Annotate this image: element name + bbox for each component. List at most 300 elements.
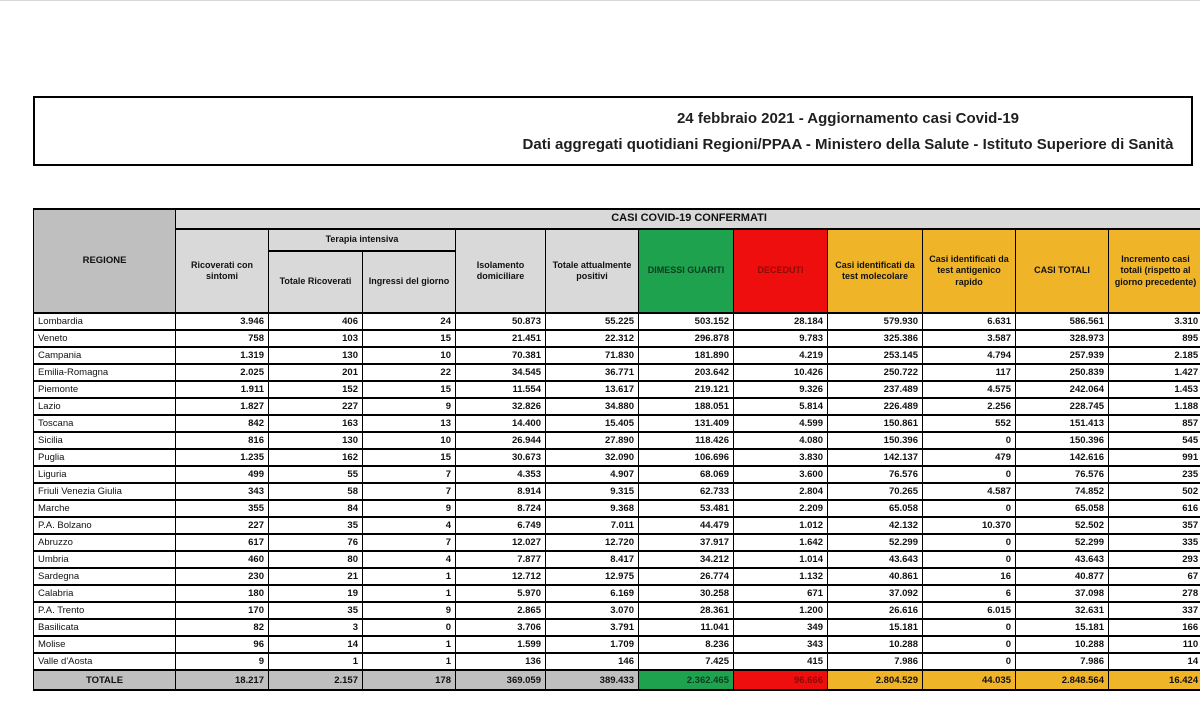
value-cell: 84 <box>269 500 363 517</box>
value-cell: 80 <box>269 551 363 568</box>
region-name-cell: Lombardia <box>34 313 176 330</box>
table-row <box>34 381 1200 398</box>
column-header-casi-totali: CASI TOTALI <box>1016 229 1109 313</box>
value-cell: 10.288 <box>1016 636 1109 653</box>
value-cell: 178 <box>363 670 456 690</box>
value-cell: 343 <box>176 483 269 500</box>
value-cell: 1.132 <box>734 568 828 585</box>
value-cell: 28.184 <box>734 313 828 330</box>
value-cell: 3.946 <box>176 313 269 330</box>
value-cell: 816 <box>176 432 269 449</box>
table-row <box>34 534 1200 551</box>
value-cell: 579.930 <box>828 313 923 330</box>
value-cell: 142.616 <box>1016 449 1109 466</box>
value-cell: 37.917 <box>639 534 734 551</box>
value-cell: 0 <box>923 432 1016 449</box>
value-cell: 44.035 <box>923 670 1016 690</box>
table-row <box>34 415 1200 432</box>
value-cell: 19 <box>269 585 363 602</box>
value-cell: 201 <box>269 364 363 381</box>
value-cell: 10.288 <box>828 636 923 653</box>
value-cell: 71.830 <box>546 347 639 364</box>
value-cell: 4.794 <box>923 347 1016 364</box>
value-cell: 2.848.564 <box>1016 670 1109 690</box>
value-cell: 180 <box>176 585 269 602</box>
value-cell: 76 <box>269 534 363 551</box>
value-cell: 150.861 <box>828 415 923 432</box>
table-row <box>34 568 1200 585</box>
value-cell: 219.121 <box>639 381 734 398</box>
value-cell: 895 <box>1109 330 1200 347</box>
value-cell: 250.722 <box>828 364 923 381</box>
value-cell: 65.058 <box>1016 500 1109 517</box>
value-cell: 0 <box>923 500 1016 517</box>
value-cell: 4 <box>363 517 456 534</box>
value-cell: 130 <box>269 432 363 449</box>
value-cell: 7 <box>363 534 456 551</box>
table-row <box>34 347 1200 364</box>
value-cell: 96 <box>176 636 269 653</box>
value-cell: 28.361 <box>639 602 734 619</box>
value-cell: 110 <box>1109 636 1200 653</box>
value-cell: 1.453 <box>1109 381 1200 398</box>
value-cell: 228.745 <box>1016 398 1109 415</box>
value-cell: 16 <box>923 568 1016 585</box>
value-cell: 103 <box>269 330 363 347</box>
table-row <box>34 449 1200 466</box>
value-cell: 991 <box>1109 449 1200 466</box>
value-cell: 146 <box>546 653 639 670</box>
value-cell: 35 <box>269 602 363 619</box>
column-header-dimessi-guariti: DIMESSI GUARITI <box>639 229 734 313</box>
value-cell: 1.827 <box>176 398 269 415</box>
value-cell: 53.481 <box>639 500 734 517</box>
value-cell: 170 <box>176 602 269 619</box>
table-row <box>34 551 1200 568</box>
value-cell: 11.554 <box>456 381 546 398</box>
value-cell: 10 <box>363 432 456 449</box>
column-header-isolamento: Isolamento domiciliare <box>456 229 546 313</box>
value-cell: 15 <box>363 449 456 466</box>
value-cell: 4.219 <box>734 347 828 364</box>
value-cell: 14.400 <box>456 415 546 432</box>
value-cell: 1.599 <box>456 636 546 653</box>
value-cell: 3.706 <box>456 619 546 636</box>
value-cell: 26.774 <box>639 568 734 585</box>
value-cell: 1 <box>363 585 456 602</box>
column-header-terapia-intensiva: Terapia intensiva <box>269 229 456 251</box>
value-cell: 8.724 <box>456 500 546 517</box>
value-cell: 842 <box>176 415 269 432</box>
value-cell: 499 <box>176 466 269 483</box>
region-name-cell: Valle d'Aosta <box>34 653 176 670</box>
value-cell: 479 <box>923 449 1016 466</box>
value-cell: 389.433 <box>546 670 639 690</box>
value-cell: 3.600 <box>734 466 828 483</box>
value-cell: 131.409 <box>639 415 734 432</box>
value-cell: 9.326 <box>734 381 828 398</box>
value-cell: 2.362.465 <box>639 670 734 690</box>
value-cell: 70.265 <box>828 483 923 500</box>
value-cell: 1 <box>363 653 456 670</box>
value-cell: 15.181 <box>828 619 923 636</box>
region-name-cell: Friuli Venezia Giulia <box>34 483 176 500</box>
value-cell: 257.939 <box>1016 347 1109 364</box>
table-row <box>34 517 1200 534</box>
value-cell: 503.152 <box>639 313 734 330</box>
value-cell: 6.631 <box>923 313 1016 330</box>
value-cell: 671 <box>734 585 828 602</box>
value-cell: 22 <box>363 364 456 381</box>
value-cell: 237.489 <box>828 381 923 398</box>
value-cell: 293 <box>1109 551 1200 568</box>
value-cell: 1.188 <box>1109 398 1200 415</box>
value-cell: 151.413 <box>1016 415 1109 432</box>
value-cell: 1.014 <box>734 551 828 568</box>
value-cell: 226.489 <box>828 398 923 415</box>
value-cell: 7.011 <box>546 517 639 534</box>
value-cell: 76.576 <box>828 466 923 483</box>
value-cell: 58 <box>269 483 363 500</box>
value-cell: 74.852 <box>1016 483 1109 500</box>
value-cell: 65.058 <box>828 500 923 517</box>
value-cell: 4 <box>363 551 456 568</box>
value-cell: 6 <box>923 585 1016 602</box>
value-cell: 502 <box>1109 483 1200 500</box>
value-cell: 857 <box>1109 415 1200 432</box>
value-cell: 7.877 <box>456 551 546 568</box>
table-row <box>34 313 1200 330</box>
table-row <box>34 330 1200 347</box>
region-name-cell: P.A. Trento <box>34 602 176 619</box>
value-cell: 50.873 <box>456 313 546 330</box>
value-cell: 136 <box>456 653 546 670</box>
value-cell: 34.545 <box>456 364 546 381</box>
value-cell: 2.804 <box>734 483 828 500</box>
value-cell: 12.975 <box>546 568 639 585</box>
table-row <box>34 398 1200 415</box>
value-cell: 27.890 <box>546 432 639 449</box>
column-header-ricoverati: Ricoverati con sintomi <box>176 229 269 313</box>
value-cell: 3.587 <box>923 330 1016 347</box>
value-cell: 349 <box>734 619 828 636</box>
value-cell: 227 <box>269 398 363 415</box>
value-cell: 1.709 <box>546 636 639 653</box>
column-header-test-molecolare: Casi identificati da test molecolare <box>828 229 923 313</box>
value-cell: 415 <box>734 653 828 670</box>
region-name-cell: Campania <box>34 347 176 364</box>
table-row <box>34 585 1200 602</box>
column-header-attualmente-positivi: Totale attualmente positivi <box>546 229 639 313</box>
region-name-cell: Veneto <box>34 330 176 347</box>
value-cell: 253.145 <box>828 347 923 364</box>
value-cell: 296.878 <box>639 330 734 347</box>
value-cell: 15.181 <box>1016 619 1109 636</box>
value-cell: 40.861 <box>828 568 923 585</box>
value-cell: 181.890 <box>639 347 734 364</box>
value-cell: 14 <box>269 636 363 653</box>
region-name-cell: Sardegna <box>34 568 176 585</box>
value-cell: 142.137 <box>828 449 923 466</box>
value-cell: 586.561 <box>1016 313 1109 330</box>
value-cell: 0 <box>923 466 1016 483</box>
region-name-cell: Lazio <box>34 398 176 415</box>
value-cell: 278 <box>1109 585 1200 602</box>
region-name-cell: P.A. Bolzano <box>34 517 176 534</box>
value-cell: 328.973 <box>1016 330 1109 347</box>
value-cell: 82 <box>176 619 269 636</box>
value-cell: 130 <box>269 347 363 364</box>
value-cell: 43.643 <box>828 551 923 568</box>
value-cell: 37.098 <box>1016 585 1109 602</box>
column-header-ti-totale: Totale Ricoverati <box>269 251 363 313</box>
table-row <box>34 364 1200 381</box>
value-cell: 3.830 <box>734 449 828 466</box>
value-cell: 4.575 <box>923 381 1016 398</box>
value-cell: 0 <box>923 551 1016 568</box>
value-cell: 6.169 <box>546 585 639 602</box>
value-cell: 5.970 <box>456 585 546 602</box>
covid-data-table <box>33 208 1200 691</box>
value-cell: 335 <box>1109 534 1200 551</box>
value-cell: 9 <box>363 500 456 517</box>
region-name-cell: Abruzzo <box>34 534 176 551</box>
value-cell: 43.643 <box>1016 551 1109 568</box>
value-cell: 552 <box>923 415 1016 432</box>
value-cell: 14 <box>1109 653 1200 670</box>
value-cell: 163 <box>269 415 363 432</box>
value-cell: 34.880 <box>546 398 639 415</box>
value-cell: 2.185 <box>1109 347 1200 364</box>
value-cell: 235 <box>1109 466 1200 483</box>
value-cell: 22.312 <box>546 330 639 347</box>
value-cell: 1 <box>363 568 456 585</box>
value-cell: 2.804.529 <box>828 670 923 690</box>
value-cell: 32.631 <box>1016 602 1109 619</box>
table-row <box>34 466 1200 483</box>
column-header-incremento: Incremento casi totali (rispetto al giorno precedente) <box>1109 229 1200 313</box>
region-name-cell: Molise <box>34 636 176 653</box>
bulletin-subtitle: Dati aggregati quotidiani Regioni/PPAA - Ministero della Salute - Istituto Superiore di Sanità <box>522 135 1174 153</box>
value-cell: 2.157 <box>269 670 363 690</box>
totale-row <box>34 670 1200 690</box>
value-cell: 18.217 <box>176 670 269 690</box>
value-cell: 406 <box>269 313 363 330</box>
table-row <box>34 500 1200 517</box>
value-cell: 10.426 <box>734 364 828 381</box>
value-cell: 227 <box>176 517 269 534</box>
value-cell: 337 <box>1109 602 1200 619</box>
value-cell: 1.235 <box>176 449 269 466</box>
value-cell: 16.424 <box>1109 670 1200 690</box>
value-cell: 32.826 <box>456 398 546 415</box>
value-cell: 76.576 <box>1016 466 1109 483</box>
value-cell: 4.080 <box>734 432 828 449</box>
value-cell: 617 <box>176 534 269 551</box>
value-cell: 1.911 <box>176 381 269 398</box>
region-name-cell: TOTALE <box>34 670 176 690</box>
value-cell: 325.386 <box>828 330 923 347</box>
value-cell: 2.025 <box>176 364 269 381</box>
value-cell: 70.381 <box>456 347 546 364</box>
value-cell: 460 <box>176 551 269 568</box>
value-cell: 2.865 <box>456 602 546 619</box>
value-cell: 44.479 <box>639 517 734 534</box>
value-cell: 11.041 <box>639 619 734 636</box>
value-cell: 616 <box>1109 500 1200 517</box>
value-cell: 52.299 <box>1016 534 1109 551</box>
value-cell: 12.712 <box>456 568 546 585</box>
value-cell: 68.069 <box>639 466 734 483</box>
value-cell: 96.666 <box>734 670 828 690</box>
value-cell: 21.451 <box>456 330 546 347</box>
value-cell: 369.059 <box>456 670 546 690</box>
value-cell: 67 <box>1109 568 1200 585</box>
value-cell: 166 <box>1109 619 1200 636</box>
value-cell: 0 <box>923 636 1016 653</box>
value-cell: 4.907 <box>546 466 639 483</box>
value-cell: 3.791 <box>546 619 639 636</box>
value-cell: 242.064 <box>1016 381 1109 398</box>
region-name-cell: Emilia-Romagna <box>34 364 176 381</box>
value-cell: 26.944 <box>456 432 546 449</box>
value-cell: 4.599 <box>734 415 828 432</box>
value-cell: 34.212 <box>639 551 734 568</box>
table-row <box>34 636 1200 653</box>
value-cell: 9.368 <box>546 500 639 517</box>
value-cell: 8.417 <box>546 551 639 568</box>
value-cell: 13 <box>363 415 456 432</box>
value-cell: 9 <box>363 602 456 619</box>
value-cell: 2.256 <box>923 398 1016 415</box>
region-name-cell: Liguria <box>34 466 176 483</box>
value-cell: 3.070 <box>546 602 639 619</box>
value-cell: 52.299 <box>828 534 923 551</box>
value-cell: 150.396 <box>1016 432 1109 449</box>
value-cell: 355 <box>176 500 269 517</box>
value-cell: 15 <box>363 381 456 398</box>
region-name-cell: Puglia <box>34 449 176 466</box>
table-row <box>34 653 1200 670</box>
value-cell: 1.642 <box>734 534 828 551</box>
value-cell: 7.986 <box>1016 653 1109 670</box>
value-cell: 150.396 <box>828 432 923 449</box>
column-header-test-antigenico: Casi identificati da test antigenico rapido <box>923 229 1016 313</box>
value-cell: 1.319 <box>176 347 269 364</box>
value-cell: 12.027 <box>456 534 546 551</box>
table-row <box>34 602 1200 619</box>
value-cell: 32.090 <box>546 449 639 466</box>
value-cell: 9 <box>176 653 269 670</box>
value-cell: 7 <box>363 483 456 500</box>
region-name-cell: Umbria <box>34 551 176 568</box>
value-cell: 9 <box>363 398 456 415</box>
value-cell: 0 <box>923 619 1016 636</box>
value-cell: 1 <box>269 653 363 670</box>
value-cell: 6.749 <box>456 517 546 534</box>
region-name-cell: Calabria <box>34 585 176 602</box>
value-cell: 250.839 <box>1016 364 1109 381</box>
value-cell: 6.015 <box>923 602 1016 619</box>
value-cell: 7 <box>363 466 456 483</box>
value-cell: 55 <box>269 466 363 483</box>
value-cell: 10.370 <box>923 517 1016 534</box>
value-cell: 230 <box>176 568 269 585</box>
table-row <box>34 619 1200 636</box>
value-cell: 343 <box>734 636 828 653</box>
value-cell: 203.642 <box>639 364 734 381</box>
value-cell: 42.132 <box>828 517 923 534</box>
value-cell: 30.673 <box>456 449 546 466</box>
table-header <box>34 209 1200 313</box>
value-cell: 2.209 <box>734 500 828 517</box>
region-name-cell: Piemonte <box>34 381 176 398</box>
value-cell: 35 <box>269 517 363 534</box>
table-row <box>34 432 1200 449</box>
value-cell: 188.051 <box>639 398 734 415</box>
value-cell: 36.771 <box>546 364 639 381</box>
value-cell: 5.814 <box>734 398 828 415</box>
region-name-cell: Toscana <box>34 415 176 432</box>
value-cell: 117 <box>923 364 1016 381</box>
value-cell: 9.315 <box>546 483 639 500</box>
table-row <box>34 483 1200 500</box>
table-body <box>34 313 1200 690</box>
value-cell: 37.092 <box>828 585 923 602</box>
value-cell: 26.616 <box>828 602 923 619</box>
bulletin-title: 24 febbraio 2021 - Aggiornamento casi Covid-19 <box>676 109 1020 127</box>
value-cell: 24 <box>363 313 456 330</box>
value-cell: 106.696 <box>639 449 734 466</box>
value-cell: 30.258 <box>639 585 734 602</box>
value-cell: 162 <box>269 449 363 466</box>
value-cell: 0 <box>923 534 1016 551</box>
value-cell: 55.225 <box>546 313 639 330</box>
value-cell: 4.353 <box>456 466 546 483</box>
value-cell: 21 <box>269 568 363 585</box>
value-cell: 7.986 <box>828 653 923 670</box>
value-cell: 12.720 <box>546 534 639 551</box>
value-cell: 40.877 <box>1016 568 1109 585</box>
value-cell: 8.236 <box>639 636 734 653</box>
value-cell: 15 <box>363 330 456 347</box>
value-cell: 8.914 <box>456 483 546 500</box>
value-cell: 0 <box>363 619 456 636</box>
value-cell: 4.587 <box>923 483 1016 500</box>
value-cell: 1 <box>363 636 456 653</box>
column-header-deceduti: DECEDUTI <box>734 229 828 313</box>
region-name-cell: Marche <box>34 500 176 517</box>
table-banner: CASI COVID-19 CONFERMATI <box>176 209 1200 229</box>
value-cell: 15.405 <box>546 415 639 432</box>
column-header-regione: REGIONE <box>34 209 176 313</box>
value-cell: 758 <box>176 330 269 347</box>
value-cell: 7.425 <box>639 653 734 670</box>
value-cell: 1.012 <box>734 517 828 534</box>
value-cell: 0 <box>923 653 1016 670</box>
value-cell: 1.200 <box>734 602 828 619</box>
value-cell: 9.783 <box>734 330 828 347</box>
column-header-ti-ingressi: Ingressi del giorno <box>363 251 456 313</box>
value-cell: 357 <box>1109 517 1200 534</box>
value-cell: 3.310 <box>1109 313 1200 330</box>
value-cell: 545 <box>1109 432 1200 449</box>
value-cell: 3 <box>269 619 363 636</box>
value-cell: 13.617 <box>546 381 639 398</box>
value-cell: 118.426 <box>639 432 734 449</box>
region-name-cell: Sicilia <box>34 432 176 449</box>
value-cell: 52.502 <box>1016 517 1109 534</box>
